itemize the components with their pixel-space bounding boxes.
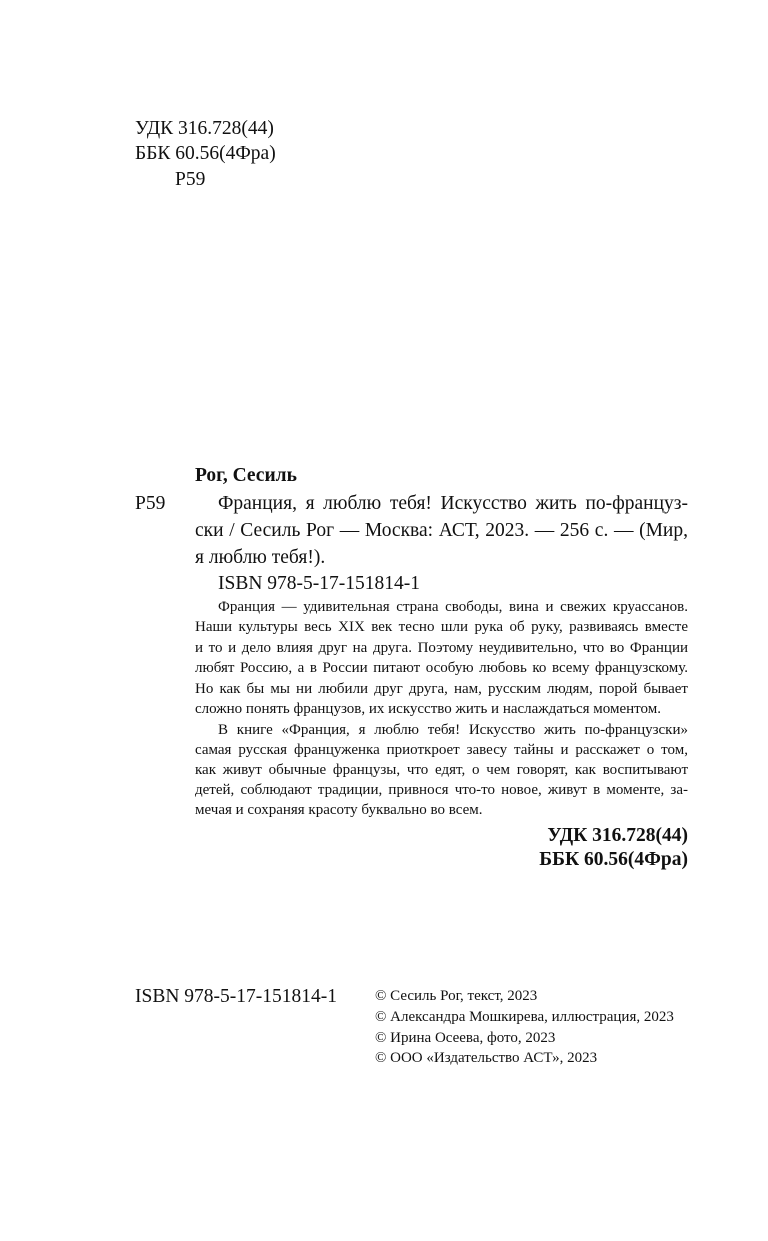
abstract-line: Но как бы мы ни любили друг друга, нам, русским людям, порой бывает (195, 681, 688, 697)
abstract-line: любят Россию, а в России питают особую любовь ко всему французскому. (195, 660, 688, 676)
title-line: ски / Сесиль Рог — Москва: АСТ, 2023. — 256 с. — (Мир, (195, 520, 688, 541)
abstract-line: детей, соблюдают традиции, привнося что-то новое, живут в моменте, за- (195, 782, 688, 798)
abstract-line: и то и дело влияя друг на друга. Поэтому неудивительно, что во Франции (195, 640, 688, 656)
udk-code: УДК 316.728(44) (135, 118, 274, 139)
isbn: ISBN 978-5-17-151814-1 (135, 986, 338, 1007)
copyright-line: © Александра Мошкирева, иллюстрация, 2023 (375, 1009, 674, 1025)
abstract-line: Наши культуры весь XIX век тесно шли рука об руку, развиваясь вместе (195, 619, 688, 635)
abstract-line: самая русская француженка приоткроет завесу тайны и расскажет о том, (195, 742, 688, 758)
copyright-line: © ООО «Издательство АСТ», 2023 (375, 1050, 598, 1066)
abstract-line: Франция — удивительная страна свободы, вина и свежих круассанов. (218, 599, 688, 615)
udk-code-bold: УДК 316.728(44) (547, 825, 688, 846)
title-line: Франция, я люблю тебя! Искусство жить по-француз- (218, 493, 688, 514)
title-line: я люблю тебя!). (195, 547, 326, 568)
abstract-line: как живут обычные французы, что едят, о чем говорят, как воспитывают (195, 762, 688, 778)
author-heading: Рог, Сесиль (195, 465, 297, 486)
abstract-line: мечая и сохраняя красоту буквально во всем. (195, 802, 483, 818)
bbk-code: ББК 60.56(4Фра) (135, 143, 276, 164)
abstract-line: В книге «Франция, я люблю тебя! Искусство жить по-французски» (218, 722, 688, 738)
author-sign: Р59 (175, 169, 206, 190)
author-sign: Р59 (135, 493, 166, 514)
bbk-code-bold: ББК 60.56(4Фра) (539, 849, 688, 870)
copyright-line: © Ирина Осеева, фото, 2023 (375, 1030, 556, 1046)
copyright-line: © Сесиль Рог, текст, 2023 (375, 988, 538, 1004)
abstract-line: сложно понять французов, их искусство жить и наслаждаться моментом. (195, 701, 661, 717)
isbn: ISBN 978-5-17-151814-1 (218, 573, 421, 594)
